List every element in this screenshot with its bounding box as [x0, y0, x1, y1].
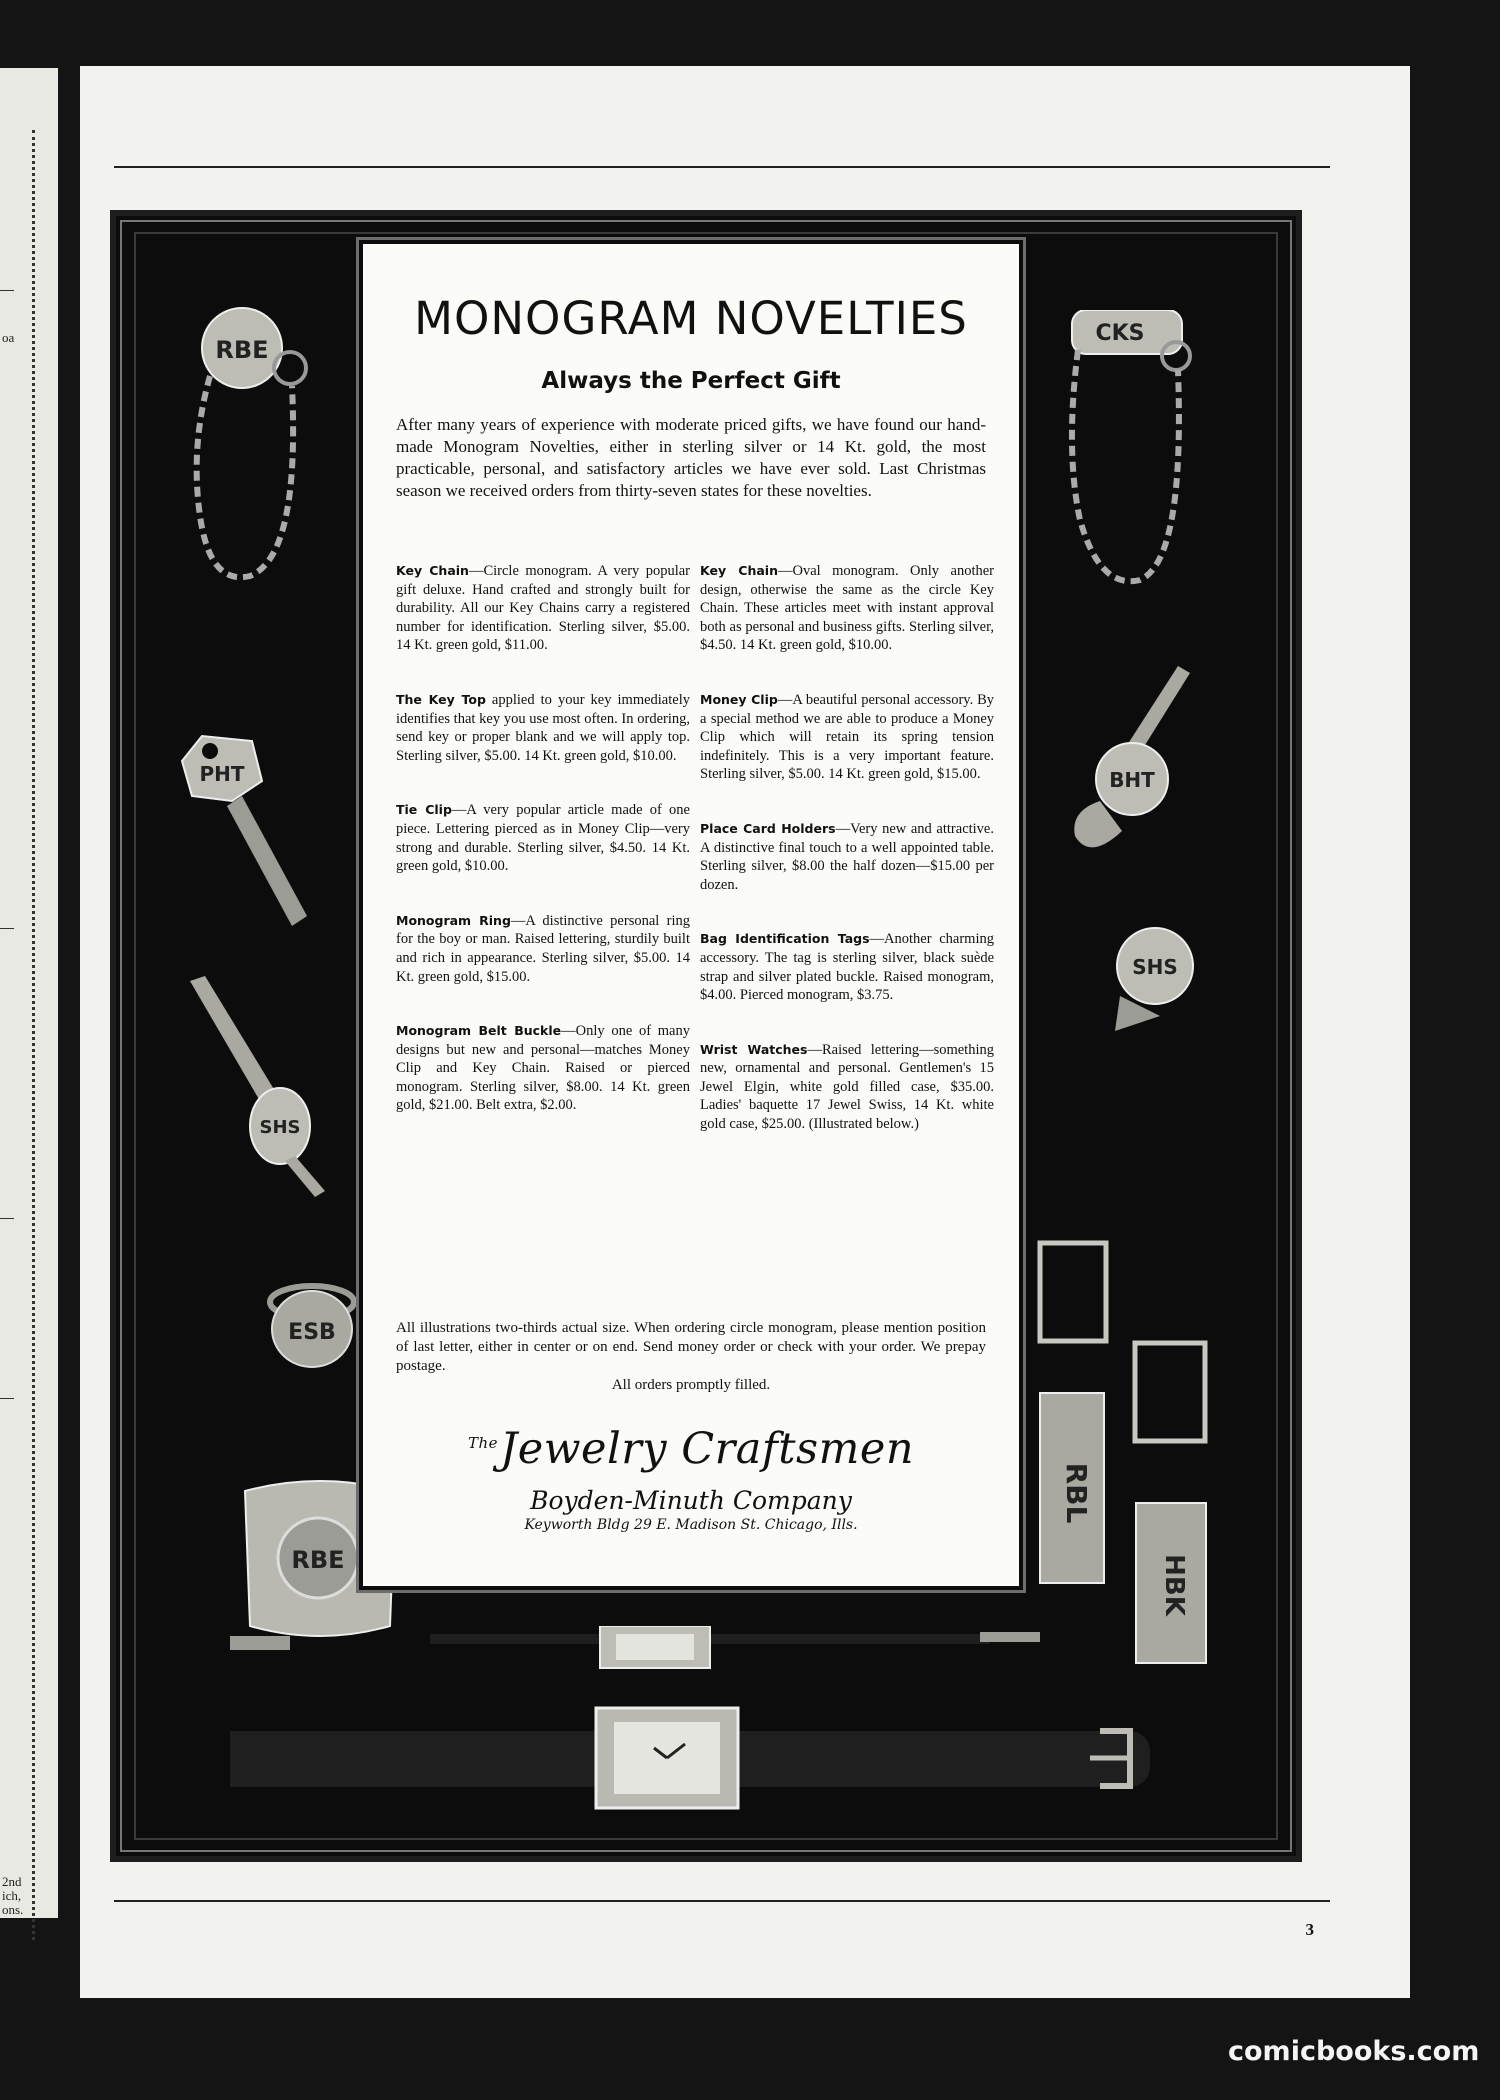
product-description: —Circle monogram. A very popular gift deluxe. Hand crafted and strongly built for durability. All our Key Chains carry a registered number for identification. Sterling silver, $5.00. 14 Kt. green gold, $11.00.	[396, 563, 690, 654]
product-key-top	[396, 691, 690, 765]
ordering-instructions: All illustrations two-thirds actual size. When ordering circle monogram, please mention position of last letter, either in center or on end. Send money order or check with your order. We prepay postage.	[396, 1320, 986, 1374]
tag-1-monogram: RBL	[1060, 1462, 1093, 1524]
brand-article: The	[467, 1433, 499, 1452]
product-key-chain-oval	[700, 562, 994, 655]
product-title: Monogram Ring	[396, 912, 511, 928]
key-chain-oval-monogram: CKS	[1095, 321, 1145, 346]
column-tick	[0, 928, 14, 929]
product-column-right	[700, 562, 994, 1162]
product-column-left	[396, 562, 690, 1143]
adjacent-page-text: ons.	[2, 1902, 24, 1917]
advertisement-copy-card	[363, 244, 1019, 1586]
company-address: Keyworth Bldg 29 E. Madison St. Chicago, Ills.	[524, 1517, 858, 1533]
column-tick	[0, 1398, 14, 1399]
money-clip-monogram: BHT	[1109, 768, 1155, 792]
top-rule	[114, 166, 1330, 168]
product-title: Key Chain	[700, 563, 778, 578]
product-key-chain-circle	[396, 562, 690, 655]
key-top-monogram: PHT	[199, 762, 245, 786]
bottom-rule	[114, 1900, 1330, 1902]
money-clip-illustration	[1060, 661, 1210, 871]
key-chain-circle-monogram: RBE	[215, 336, 269, 364]
ordering-closing-line: All orders promptly filled.	[611, 1377, 771, 1393]
product-monogram-ring	[396, 912, 690, 986]
ring-monogram: ESB	[288, 1320, 336, 1345]
column-tick	[0, 290, 14, 291]
ad-intro-paragraph: After many years of experience with moderate priced gifts, we have found our hand-made Monogram Novelties, either in sterling silver or 14 Kt. gold, the most practicable, personal, and satisfactory articles we have ever sold. Last Christmas season we received orders from thirty-seven states for these novelties.	[396, 415, 986, 500]
page-number: 3	[1305, 1920, 1314, 1939]
product-title: The Key Top	[396, 691, 486, 707]
product-title: Wrist Watches	[700, 1041, 808, 1057]
ad-headline: MONOGRAM NOVELTIES	[414, 292, 968, 345]
product-title: Monogram Belt Buckle	[396, 1023, 562, 1039]
adjacent-page-text: 2nd	[2, 1874, 22, 1889]
product-tie-clip	[396, 801, 690, 875]
ordering-note	[396, 1319, 986, 1395]
brand-name	[363, 1424, 1019, 1474]
adjacent-page-strip	[0, 68, 58, 1918]
product-description: —A very popular article made of one piece. Lettering pierced as in Money Clip—very strong and durable. Sterling silver, $4.50. 14 Kt. green gold, $10.00.	[396, 802, 690, 875]
product-description: —A distinctive personal ring for the boy or man. Raised lettering, sturdily built and rich in appearance. Sterling silver, $5.00. 14 Kt. green gold, $15.00.	[396, 912, 690, 985]
product-money-clip	[700, 691, 994, 784]
advertiser-signature	[363, 1424, 1019, 1533]
belt-buckle-monogram: RBE	[291, 1546, 345, 1574]
product-description: applied to your key immediately identifies that key you use most often. In ordering, send key or proper blank and we will apply top. Sterling silver, $5.00. 14 Kt. green gold, $10.00.	[396, 691, 690, 764]
product-wrist-watches	[700, 1041, 994, 1134]
bag-identification-tags-illustration	[1030, 1238, 1230, 1678]
product-title: Place Card Holders	[700, 820, 836, 836]
place-card-holder-illustration	[1100, 921, 1210, 1041]
ad-subhead: Always the Perfect Gift	[541, 368, 841, 394]
tie-clip-illustration	[165, 971, 335, 1201]
product-place-card-holders	[700, 820, 994, 894]
dotted-column-rule	[32, 130, 39, 1940]
company-name: Boyden-Minuth Company	[530, 1486, 852, 1515]
key-chain-oval-illustration	[1060, 310, 1200, 610]
tag-2-monogram: HBK	[1159, 1554, 1189, 1616]
product-description: —Very new and attractive. A distinctive final touch to a well appointed table. Sterling silver, $8.00 the half dozen—$15.00 per dozen.	[700, 820, 994, 893]
place-card-monogram: SHS	[1132, 955, 1178, 979]
adjacent-page-text: ich,	[2, 1888, 22, 1903]
magazine-page	[80, 66, 1410, 1998]
column-tick	[0, 1218, 14, 1219]
tie-clip-monogram: SHS	[259, 1117, 301, 1138]
product-description: —Oval monogram. Only another design, otherwise the same as the circle Key Chain. These articles meet with instant approval both as personal and business gifts. Sterling silver, $4.50. 14 Kt. green gold, $10.00.	[700, 563, 994, 654]
product-description: —Raised lettering—something new, ornamental and personal. Gentlemen's 15 Jewel Elgin, white gold filled case, $35.00. Ladies' baquette 17 Jewel Swiss, 14 Kt. white gold case, $25.00. (Illustrated below.)	[700, 1041, 994, 1133]
product-description: —Only one of many designs but new and personal—matches Money Clip and Key Chain. Raised or pierced monogram. Sterling silver, $8.00. 14 Kt. green gold, $21.00. Belt extra, $2.00.	[396, 1023, 690, 1114]
product-description: —A beautiful personal accessory. By a special method we are able to produce a Money Clip which will retain its spring tension indefinitely. This is a very important feature. Sterling silver, $5.00. 14 Kt. green gold, $15.00.	[700, 691, 994, 783]
source-watermark: comicbooks.com	[1228, 2036, 1480, 2067]
product-title: Bag Identification Tags	[700, 931, 870, 947]
key-chain-circle-illustration	[180, 306, 320, 606]
adjacent-page-text: oa	[2, 330, 15, 345]
wrist-watches-illustration	[230, 1626, 1190, 1836]
product-bag-tags	[700, 930, 994, 1004]
product-title: Tie Clip	[396, 802, 452, 818]
product-title: Key Chain	[396, 563, 469, 578]
key-top-illustration	[172, 721, 322, 951]
brand-wordmark: Jewelry Craftsmen	[500, 1424, 915, 1474]
product-description: —Another charming accessory. The tag is sterling silver, black suède strap and silver plated buckle. Raised monogram, $4.00. Pierced monogram, $3.75.	[700, 931, 994, 1004]
monogram-ring-illustration	[262, 1274, 362, 1374]
product-title: Money Clip	[700, 691, 778, 707]
product-belt-buckle	[396, 1022, 690, 1115]
